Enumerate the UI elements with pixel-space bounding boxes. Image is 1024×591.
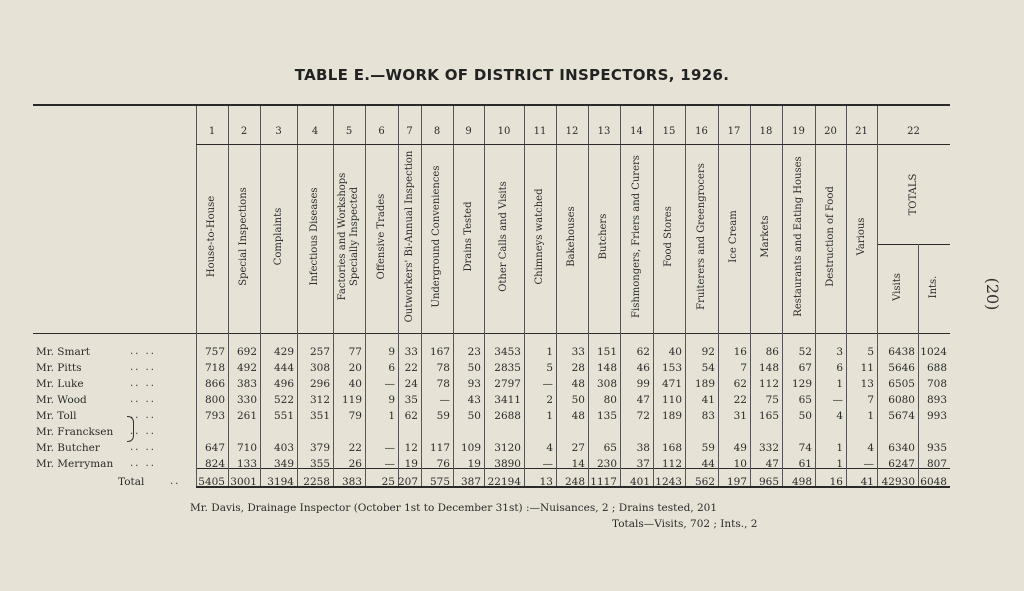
table-cell: 50 [467, 410, 481, 422]
table-cell: 59 [701, 442, 715, 454]
column-number: 1 [208, 126, 216, 137]
table-cell: 135 [596, 410, 617, 422]
table-cell: 33 [571, 346, 585, 358]
column-header: Fishmongers, Friers and Curers [630, 155, 642, 318]
table-cell: 2835 [494, 362, 521, 374]
table-cell: 3890 [494, 458, 521, 470]
table-cell: 41 [701, 394, 715, 406]
table-cell: 86 [765, 346, 779, 358]
table-cell: 403 [273, 442, 294, 454]
inspector-name: Mr. Butcher [36, 442, 100, 454]
table-cell: 50 [571, 394, 585, 406]
column-number: 9 [465, 126, 472, 137]
total-cell: 387 [460, 476, 481, 488]
table-cell: 332 [758, 442, 779, 454]
table-cell: 112 [661, 458, 682, 470]
table-cell: 48 [571, 410, 585, 422]
inspector-name: Mr. Luke [36, 378, 84, 390]
table-cell: 38 [636, 442, 650, 454]
totals-visits-header: Visits [891, 273, 903, 301]
table-cell: 4 [836, 410, 843, 422]
table-cell: 3 [836, 346, 843, 358]
table-cell: — [384, 442, 395, 454]
table-cell: 62 [636, 346, 650, 358]
leader-dots: .. .. [130, 394, 156, 405]
column-number: 18 [759, 126, 773, 137]
table-cell: 151 [596, 346, 617, 358]
table-cell: 718 [204, 362, 225, 374]
table-cell: 43 [467, 394, 481, 406]
column-header: Fruiterers and Greengrocers [695, 163, 707, 310]
table-cell: 59 [436, 410, 450, 422]
column-rule [524, 106, 525, 486]
table-cell: 12 [404, 442, 418, 454]
column-rule [260, 106, 261, 486]
column-header: Markets [760, 215, 771, 258]
table-cell: 296 [309, 378, 330, 390]
table-cell: — [384, 458, 395, 470]
table-cell: 33 [404, 346, 418, 358]
table-cell: 119 [341, 394, 362, 406]
number-row-rule [196, 144, 877, 145]
table-cell: 6340 [888, 442, 915, 454]
table-cell: 148 [758, 362, 779, 374]
table-cell: — [542, 458, 553, 470]
column-header: Complaints [272, 207, 284, 266]
table-cell: 1 [836, 378, 843, 390]
table-cell: 28 [571, 362, 585, 374]
column-header: Drains Tested [462, 201, 474, 272]
table-cell: 22 [733, 394, 747, 406]
table-cell: 1 [836, 458, 843, 470]
table-cell: 165 [758, 410, 779, 422]
total-label: Total [118, 476, 145, 488]
leader-dots: .. .. [130, 346, 156, 357]
table-cell: 647 [204, 442, 225, 454]
table-cell: 23 [467, 346, 481, 358]
table-cell: 4 [546, 442, 553, 454]
table-cell: 2688 [494, 410, 521, 422]
column-rule [846, 106, 847, 486]
column-rule [588, 106, 589, 486]
total-cell: 562 [694, 476, 715, 488]
column-header: Underground Conveniences [431, 165, 442, 308]
table-cell: 168 [661, 442, 682, 454]
column-number: 19 [792, 126, 805, 137]
table-cell: 1024 [920, 346, 947, 358]
drainage-note: Mr. Davis, Drainage Inspector (October 1st to December 31st) :—Nuisances, 2 ; Drains tested, 201 [190, 502, 718, 514]
table-cell: 351 [309, 410, 330, 422]
column-number: 20 [824, 126, 837, 137]
table-cell: 13 [860, 378, 874, 390]
table-cell: 312 [309, 394, 330, 406]
table-cell: 52 [798, 346, 812, 358]
column-rule [297, 106, 298, 486]
table-cell: 75 [765, 394, 779, 406]
inspector-name: Mr. Smart [36, 346, 90, 358]
column-number: 12 [565, 126, 579, 137]
table-cell: 80 [603, 394, 617, 406]
table-cell: 93 [467, 378, 481, 390]
leader-dots: .. .. [130, 410, 156, 421]
table-cell: — [542, 378, 553, 390]
table-cell: 1 [836, 442, 843, 454]
total-cell: 383 [341, 476, 362, 488]
table-cell: 757 [204, 346, 225, 358]
table-cell: 78 [436, 362, 450, 374]
table-cell: 50 [467, 362, 481, 374]
total-cell: 248 [564, 476, 585, 488]
table-cell: 78 [436, 378, 450, 390]
column-number: 8 [433, 126, 441, 137]
inspector-name: Mr. Toll [36, 410, 77, 422]
table-cell: 26 [348, 458, 362, 470]
column-header: House-to-House [206, 195, 217, 278]
column-rule [718, 106, 719, 486]
total-cell: 3001 [230, 476, 257, 488]
table-cell: 349 [273, 458, 294, 470]
column-number: 14 [630, 126, 643, 137]
table-cell: 492 [236, 362, 257, 374]
column-header: Bakehouses [566, 206, 577, 267]
table-cell: 167 [429, 346, 450, 358]
table-cell: 79 [348, 410, 362, 422]
table-cell: 308 [596, 378, 617, 390]
column-number: 21 [855, 126, 868, 137]
column-header: Factories and Workshops Specially Inspected [337, 172, 360, 301]
table-cell: 77 [348, 346, 362, 358]
table-cell: 330 [236, 394, 257, 406]
table-cell: 62 [733, 378, 747, 390]
table-cell: 189 [694, 378, 715, 390]
table-cell: 9 [388, 394, 395, 406]
table-cell: 65 [798, 394, 812, 406]
table-cell: 257 [309, 346, 330, 358]
table-cell: 866 [204, 378, 225, 390]
table-cell: 92 [701, 346, 715, 358]
column-rule [653, 106, 654, 486]
table-cell: 444 [273, 362, 294, 374]
total-cell: 207 [398, 476, 419, 488]
total-cell: 965 [758, 476, 779, 488]
table-cell: 6505 [888, 378, 915, 390]
table-cell: 19 [404, 458, 418, 470]
table-cell: 49 [733, 442, 747, 454]
table-cell: 112 [758, 378, 779, 390]
column-number: 17 [727, 126, 741, 137]
totals-sub-rule [877, 244, 950, 245]
column-number: 13 [597, 126, 611, 137]
column-rule [228, 106, 229, 486]
table-cell: 48 [571, 378, 585, 390]
table-cell: 3453 [494, 346, 521, 358]
table-cell: 22 [404, 362, 418, 374]
column-rule [877, 106, 878, 486]
table-cell: 308 [309, 362, 330, 374]
table-cell: 62 [404, 410, 418, 422]
total-cell: 25 [381, 476, 395, 488]
table-cell: 99 [636, 378, 650, 390]
table-cell: 14 [571, 458, 585, 470]
column-number: 5 [345, 126, 353, 137]
table-cell: 5674 [888, 410, 915, 422]
column-header: Outworkers' Bi-Annual Inspection [403, 150, 415, 323]
table-cell: 153 [661, 362, 682, 374]
table-cell: 37 [636, 458, 650, 470]
table-cell: 19 [467, 458, 481, 470]
table-cell: 793 [204, 410, 225, 422]
table-cell: 355 [309, 458, 330, 470]
inspector-name: Mr. Pitts [36, 362, 82, 374]
table-cell: 22 [348, 442, 362, 454]
column-rule [421, 106, 422, 486]
table-cell: 31 [733, 410, 747, 422]
column-rule [620, 106, 621, 486]
total-cell: 41 [860, 476, 874, 488]
table-cell: 72 [636, 410, 650, 422]
column-header: Destruction of Food [824, 186, 836, 287]
column-number: 2 [240, 126, 248, 137]
column-header: Other Calls and Visits [498, 181, 509, 292]
table-cell: — [863, 458, 874, 470]
column-number: 7 [406, 126, 413, 137]
total-cell: 1243 [655, 476, 682, 488]
total-cell: 16 [829, 476, 843, 488]
table-cell: 5 [546, 362, 553, 374]
bracket-brace [127, 416, 134, 442]
table-cell: 109 [460, 442, 481, 454]
table-cell: 54 [701, 362, 715, 374]
column-number: 6 [378, 126, 385, 137]
table-cell: — [384, 378, 395, 390]
table-cell: — [832, 394, 843, 406]
totals-group-rule [877, 144, 950, 145]
table-cell: 76 [436, 458, 450, 470]
column-header: Infectious Diseases [309, 187, 320, 286]
column-number: 10 [497, 126, 511, 137]
table-cell: 61 [798, 458, 812, 470]
table-cell: 148 [596, 362, 617, 374]
table-cell: 9 [388, 346, 395, 358]
inspector-name: Mr. Francksen [36, 426, 114, 438]
table-cell: 20 [348, 362, 362, 374]
column-number: 22 [907, 126, 920, 137]
total-cell: 197 [726, 476, 747, 488]
leader-dots: .. .. [130, 458, 156, 469]
leader-dots: .. .. [130, 378, 156, 389]
total-cell: 575 [429, 476, 450, 488]
total-cell: 6048 [920, 476, 947, 488]
column-number: 3 [275, 126, 282, 137]
table-cell: 83 [701, 410, 715, 422]
table-cell: 24 [404, 378, 418, 390]
table-cell: 47 [636, 394, 650, 406]
table-cell: 74 [798, 442, 812, 454]
table-cell: 110 [661, 394, 682, 406]
total-cell: 22194 [487, 476, 521, 488]
column-rule [398, 106, 399, 486]
table-cell: 40 [668, 346, 682, 358]
total-dots: .. [170, 476, 181, 487]
column-header: Offensive Trades [375, 193, 387, 280]
table-cell: 189 [661, 410, 682, 422]
table-cell: 5646 [888, 362, 915, 374]
table-cell: 824 [204, 458, 225, 470]
table-cell: 2797 [494, 378, 521, 390]
table-cell: 5 [867, 346, 874, 358]
column-rule [815, 106, 816, 486]
total-cell: 42930 [881, 476, 915, 488]
table-cell: 40 [348, 378, 362, 390]
table-cell: 692 [236, 346, 257, 358]
table-cell: 807 [926, 458, 947, 470]
table-cell: 471 [661, 378, 682, 390]
header-bottom-rule [33, 333, 950, 334]
totals-ints-header: Ints. [928, 275, 939, 299]
table-cell: 7 [867, 394, 874, 406]
table-cell: 688 [926, 362, 947, 374]
column-rule [333, 106, 334, 486]
table-cell: 4 [867, 442, 874, 454]
column-rule [484, 106, 485, 486]
totals-header: TOTALS [907, 173, 919, 216]
column-number: 4 [311, 126, 319, 137]
table-cell: 383 [236, 378, 257, 390]
table-cell: 133 [236, 458, 257, 470]
table-cell: 993 [926, 410, 947, 422]
table-cell: 67 [798, 362, 812, 374]
table-cell: 2 [546, 394, 553, 406]
column-rule [685, 106, 686, 486]
table-cell: 6 [388, 362, 395, 374]
table-cell: 893 [926, 394, 947, 406]
table-cell: 27 [571, 442, 585, 454]
table-cell: 1 [546, 410, 553, 422]
column-header: Restaurants and Eating Houses [792, 156, 804, 317]
table-cell: 7 [740, 362, 747, 374]
table-cell: 1 [867, 410, 874, 422]
column-header: Butchers [598, 213, 609, 260]
column-header: Various [855, 217, 867, 256]
column-rule [196, 106, 197, 486]
column-header: Special Inspections [238, 187, 249, 286]
column-rule [453, 106, 454, 486]
leader-dots: .. .. [130, 362, 156, 373]
column-header: Chimneys watched [534, 188, 545, 285]
table-title: TABLE E.—WORK OF DISTRICT INSPECTORS, 1926. [294, 66, 730, 84]
table-cell: 6438 [888, 346, 915, 358]
table-cell: — [439, 394, 450, 406]
table-cell: 6080 [888, 394, 915, 406]
table-cell: 117 [429, 442, 450, 454]
total-cell: 498 [791, 476, 812, 488]
column-number: 16 [695, 126, 708, 137]
table-cell: 230 [596, 458, 617, 470]
column-rule [365, 106, 366, 486]
column-number: 15 [662, 126, 676, 137]
table-cell: 551 [273, 410, 294, 422]
table-cell: 50 [798, 410, 812, 422]
inspector-name: Mr. Merryman [36, 458, 114, 470]
table-cell: 708 [926, 378, 947, 390]
table-cell: 6 [836, 362, 843, 374]
table-cell: 46 [636, 362, 650, 374]
drainage-totals-note: Totals—Visits, 702 ; Ints., 2 [612, 518, 758, 530]
total-cell: 5405 [198, 476, 225, 488]
total-cell: 2258 [303, 476, 330, 488]
table-cell: 44 [701, 458, 715, 470]
table-cell: 35 [404, 394, 418, 406]
table-cell: 710 [236, 442, 257, 454]
table-cell: 3120 [494, 442, 521, 454]
table-cell: 1 [546, 346, 553, 358]
table-cell: 935 [926, 442, 947, 454]
table-cell: 16 [733, 346, 747, 358]
column-header: Ice Cream [728, 210, 739, 263]
page-number: (20) [983, 277, 1002, 311]
table-cell: 47 [765, 458, 779, 470]
column-rule [556, 106, 557, 486]
leader-dots: .. .. [130, 426, 156, 437]
table-cell: 261 [236, 410, 257, 422]
table-cell: 10 [733, 458, 747, 470]
table-cell: 379 [309, 442, 330, 454]
table-cell: 522 [273, 394, 294, 406]
table-cell: 800 [204, 394, 225, 406]
total-cell: 13 [539, 476, 553, 488]
table-cell: 429 [273, 346, 294, 358]
table-cell: 3411 [494, 394, 521, 406]
table-cell: 65 [603, 442, 617, 454]
table-cell: 6247 [888, 458, 915, 470]
table-cell: 11 [860, 362, 874, 374]
column-rule [782, 106, 783, 486]
table-cell: 496 [273, 378, 294, 390]
column-number: 11 [533, 126, 547, 137]
column-rule [750, 106, 751, 486]
total-cell: 3194 [267, 476, 294, 488]
leader-dots: .. .. [130, 442, 156, 453]
table-top-rule [33, 104, 950, 106]
table-cell: 1 [388, 410, 395, 422]
total-cell: 1117 [590, 476, 617, 488]
column-header: Food Stores [663, 206, 674, 267]
total-cell: 401 [629, 476, 650, 488]
table-cell: 129 [791, 378, 812, 390]
inspector-name: Mr. Wood [36, 394, 87, 406]
